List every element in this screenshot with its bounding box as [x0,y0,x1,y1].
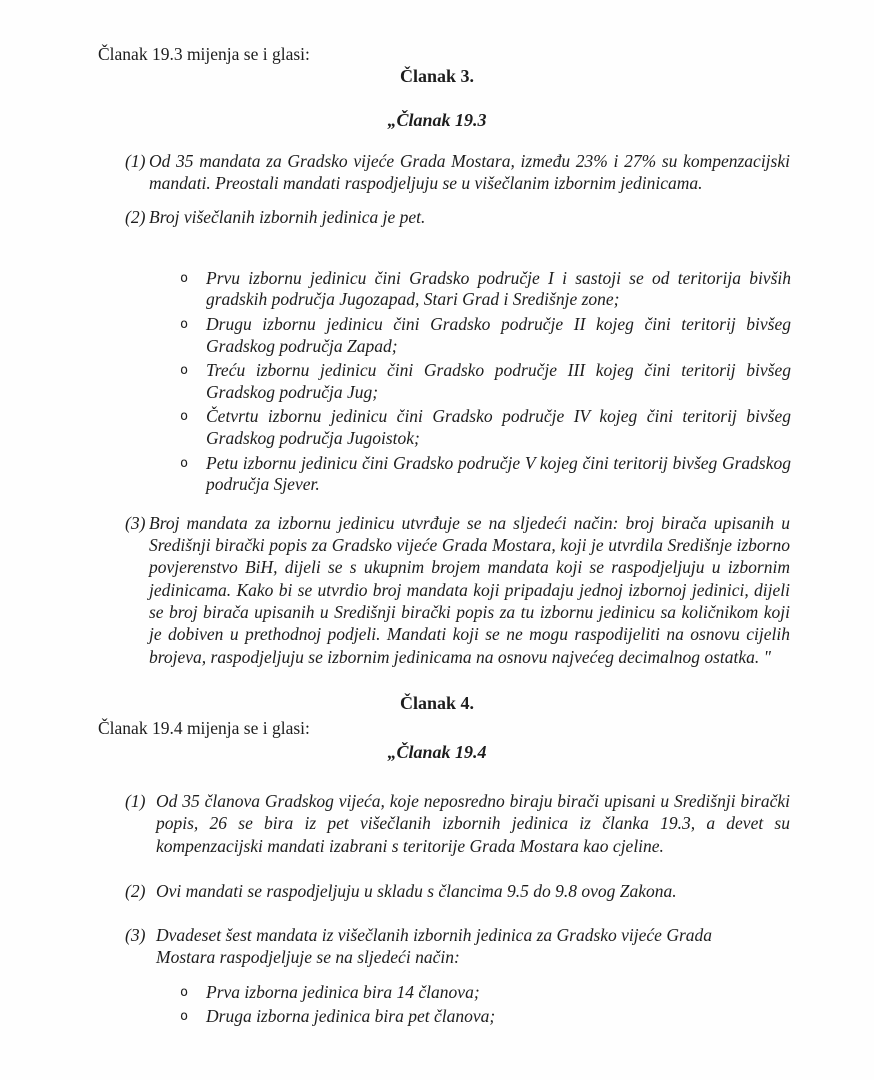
list-item-text: Druga izborna jedinica bira pet članova; [206,1006,496,1027]
paragraph-number: (1) [125,151,146,171]
list-item-third-unit [180,360,791,403]
paragraph-text: Od 35 članova Gradskog vijeća, koje neposredno biraju birači upisani u Središnji birački popis, 26 se bira iz pet višečlanih izbornih jedinica iz članka 19.3, a devet su kompenzacijski mandati izabrani s teritorije Grada Mostara kao cjeline. [156,790,790,856]
list-item-fourth-unit [180,406,791,449]
paragraph-number: (3) [125,512,146,533]
article-4-heading: Članak 4. [399,692,475,713]
article-19-3-subheading: „Članak 19.3 [387,110,487,130]
list-item-text: Treću izbornu jedinicu čini Gradsko područje III kojeg čini teritorij bivšeg Gradskog područja Jug; [206,360,791,402]
article-19-4-subheading: „Članak 19.4 [387,741,487,762]
paragraph-text: Broj mandata za izbornu jedinicu utvrđuje se na sljedeći način: broj birača upisanih u Središnji birački popis za Gradsko vijeće Grada Mostara, koji je utvrdila Središnje izborno povjerenstvo BiH, dijeli se s ukupnim brojem mandata koji se raspodjeljuju u izbornim jedinicama. Kako bi se utvrdio broj mandata koji pripadaju jednoj izbornoj jedinici, dijeli se broj birača upisanih u Središnji birački popis za tu izbornu jedinicu sa količnikom koji je dobiven u prethodnoj podjeli. Mandati koji se ne mogu raspodijeliti na osnovu cijelih brojeva, raspodjeljuju se izbornim jedinicama na osnovu najvećeg decimalnog ostatka. " [149,512,790,667]
paragraph-number: (2) [125,206,146,227]
bullet-marker: o [180,408,189,425]
amendment-intro-19-3: Članak 19.3 mijenja se i glasi: [98,44,310,64]
paragraph-text: Od 35 mandata za Gradsko vijeće Grada Mostara, između 23% i 27% su kompenzacijski mandati. Preostali mandati raspodjeljuju se u višečlanim izbornim jedinicama. [149,151,790,194]
list-item-text: Petu izbornu jedinicu čini Gradsko područje V kojeg čini teritorij bivšeg Gradskog područja Sjever. [206,452,791,495]
paragraph-number: (3) [125,925,146,946]
list-item-text: Prva izborna jedinica bira 14 članova; [206,981,480,1002]
list-item-text: Prvu izbornu jedinicu čini Gradsko područje I i sastoji se od teritorija bivših gradskih područja Jugozapad, Stari Grad i Središnje zone; [206,267,791,310]
bullet-marker: o [180,983,189,1000]
paragraph-text: Broj višečlanih izbornih jedinica je pet. [149,206,426,227]
bullet-marker: o [180,269,189,286]
bullet-marker: o [180,316,189,333]
bullet-marker: o [180,1008,189,1025]
paragraph-19-3-2 [125,206,790,228]
list-item-fifth-unit [180,453,791,496]
paragraph-text: Dvadeset šest mandata iz višečlanih izbornih jedinica za Gradsko vijeće Grada Mostara raspodjeljuje se na sljedeći način: [156,925,713,968]
election-units-list [180,268,791,496]
paragraph-number: (2) [125,880,146,901]
paragraph-19-3-1 [125,150,790,195]
mandate-distribution-list [180,982,791,1028]
list-item-second-unit [180,314,791,357]
paragraph-19-4-3 [125,924,790,969]
list-item-text: Četvrtu izbornu jedinicu čini Gradsko područje IV kojeg čini teritorij bivšeg Gradskog područja Jugoistok; [206,406,791,449]
paragraph-19-4-1 [125,790,790,857]
paragraph-number: (1) [125,790,146,811]
bullet-marker: o [180,362,189,379]
paragraph-text: Ovi mandati se raspodjeljuju u skladu s člancima 9.5 do 9.8 ovog Zakona. [156,880,677,901]
list-item-first-unit [180,268,791,311]
list-item-text: Drugu izbornu jedinicu čini Gradsko područje II kojeg čini teritorij bivšeg Gradskog područja Zapad; [206,314,791,356]
amendment-intro-19-4: Članak 19.4 mijenja se i glasi: [98,717,310,738]
paragraph-19-3-3 [125,512,790,668]
paragraph-19-4-2 [125,880,790,902]
bullet-marker: o [180,454,189,471]
list-item-first-unit-mandates [180,982,791,1004]
article-3-heading: Članak 3. [399,66,475,86]
list-item-second-unit-mandates [180,1006,791,1028]
